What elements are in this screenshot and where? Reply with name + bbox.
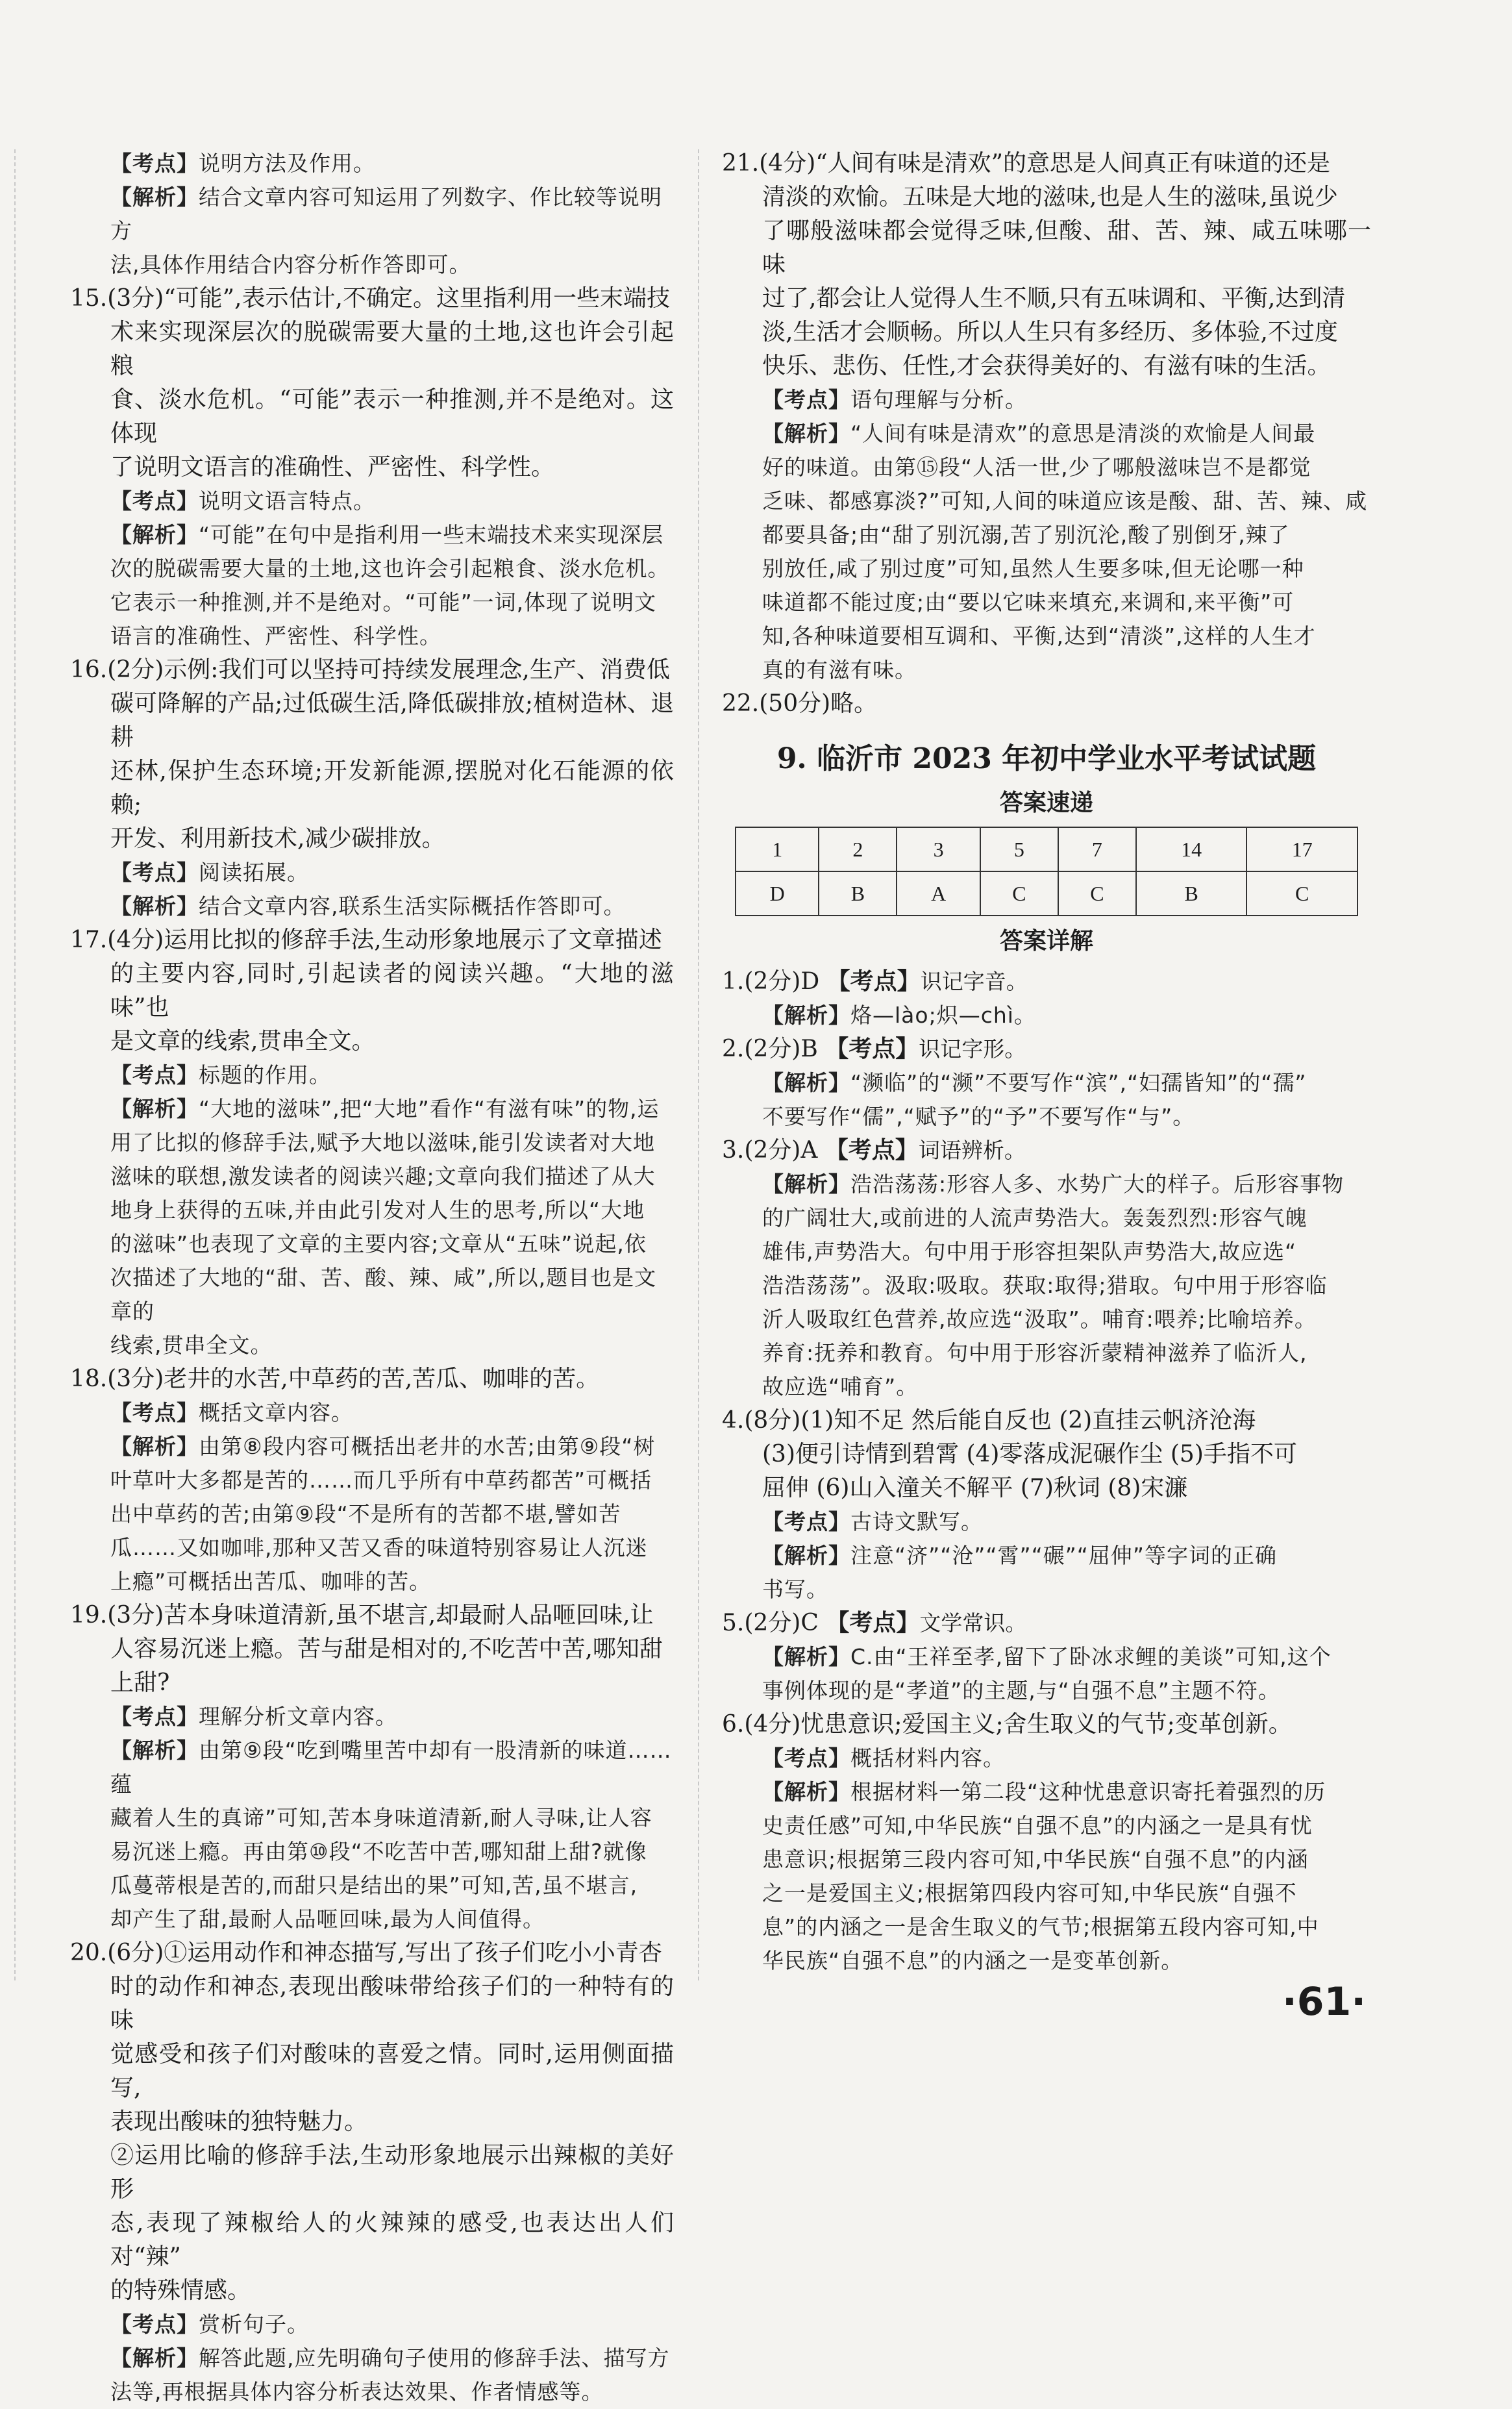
table-cell: 17 [1246, 827, 1357, 871]
answer-6: 6.(4分)忧患意识;爱国主义;舍生取义的气节;变革创新。 [722, 1711, 1292, 1738]
table-cell: A [897, 871, 980, 916]
kaodian-line: 【考点】赏析句子。 [110, 2312, 309, 2337]
table-cell: B [819, 871, 897, 916]
table-cell: C [1058, 871, 1136, 916]
answer-15: 15.(3分)“可能”,表示估计,不确定。这里指利用一些末端技 [70, 285, 670, 312]
answer-line: 开发、利用新技术,减少碳排放。 [110, 825, 445, 852]
kaodian-line: 【考点】古诗文默写。 [762, 1509, 983, 1534]
answers-heading: 答案速递 [999, 790, 1093, 816]
jiexi-line: 【解析】浩浩荡荡:形容人多、水势广大的样子。后形容事物 [762, 1171, 1345, 1197]
jiexi-line: 不要写作“儒”,“赋予”的“予”不要写作“与”。 [762, 1104, 1195, 1129]
answer-line: 上甜? [110, 1669, 170, 1696]
table-cell: 5 [980, 827, 1058, 871]
jiexi-line: 故应选“哺育”。 [762, 1374, 919, 1399]
jiexi-line: 线索,贯串全文。 [110, 1332, 273, 1358]
jiexi-line: 【解析】注意“济”“沧”“霄”“碾”“屈伸”等字词的正确 [762, 1543, 1277, 1568]
answer-table [735, 827, 1358, 916]
left-column [70, 147, 674, 2409]
jiexi-line: 患意识;根据第三段内容可知,中华民族“自强不息”的内涵 [762, 1847, 1309, 1872]
jiexi-line: 味道都不能过度;由“要以它味来填充,来调和,来平衡”可 [762, 590, 1295, 615]
answer-1: 1.(2分)D 【考点】识记字音。 [722, 968, 1028, 995]
table-cell: 2 [819, 827, 897, 871]
answer-19: 19.(3分)苦本身味道清新,虽不堪言,却最耐人品咂回味,让 [70, 1602, 654, 1629]
answer-line: 术来实现深层次的脱碳需要大量的土地,这也许会引起粮 [110, 319, 674, 379]
jiexi-line: 藏着人生的真谛”可知,苦本身味道清新,耐人寻味,让人容 [110, 1805, 652, 1830]
jiexi-line: 真的有滋有味。 [762, 657, 917, 682]
table-cell: C [980, 871, 1058, 916]
page-number: ·61· [1282, 1979, 1367, 2025]
jiexi-line: 却产生了甜,最耐人品咂回味,最为人间值得。 [110, 1906, 545, 1932]
answer-line: 屈伸 (6)山入潼关不解平 (7)秋词 (8)宋濂 [762, 1475, 1188, 1501]
jiexi-line: 息”的内涵之一是舍生取义的气节;根据第五段内容可知,中 [762, 1914, 1319, 1940]
jiexi-line: 上瘾”可概括出苦瓜、咖啡的苦。 [110, 1569, 432, 1594]
answer-21: 21.(4分)“人间有味是清欢”的意思是人间真正有味道的还是 [722, 150, 1331, 177]
kaodian-line: 【考点】概括材料内容。 [762, 1745, 1005, 1771]
jiexi-line: 都要具备;由“甜了别沉溺,苦了别沉沦,酸了别倒牙,辣了 [762, 522, 1290, 547]
answer-line: 食、淡水危机。“可能”表示一种推测,并不是绝对。这体现 [110, 386, 674, 447]
jiexi-line: 乏味、都感寡淡?”可知,人间的味道应该是酸、甜、苦、辣、咸 [762, 488, 1368, 514]
jiexi-line: 知,各种味道要相互调和、平衡,达到“清淡”,这样的人生才 [762, 623, 1316, 649]
answer-2: 2.(2分)B 【考点】识记字形。 [722, 1036, 1026, 1062]
jiexi-line: 雄伟,声势浩大。句中用于形容担架队声势浩大,故应选“ [762, 1239, 1297, 1264]
kaodian-line: 【考点】说明文语言特点。 [110, 488, 375, 514]
answer-20: 20.(6分)①运用动作和神态描写,写出了孩子们吃小小青杏 [70, 1940, 662, 1966]
answer-line: 快乐、悲伤、任性,才会获得美好的、有滋有味的生活。 [762, 353, 1331, 379]
answer-line: 碳可降解的产品;过低碳生活,降低碳排放;植树造林、退耕 [110, 690, 674, 751]
jiexi-line: 【解析】“濒临”的“濒”不要写作“滨”,“妇孺皆知”的“孺” [762, 1070, 1307, 1095]
jiexi-line: 【解析】结合文章内容可知运用了列数字、作比较等说明方 [110, 184, 662, 243]
answer-line: 了哪般滋味都会觉得乏味,但酸、甜、苦、辣、咸五味哪一味 [762, 218, 1371, 278]
table-cell: C [1246, 871, 1357, 916]
kaodian-line: 【考点】理解分析文章内容。 [110, 1704, 397, 1729]
jiexi-line: 【解析】由第⑨段“吃到嘴里苦中却有一股清新的味道……蕴 [110, 1738, 672, 1797]
jiexi-line: 【解析】结合文章内容,联系生活实际概括作答即可。 [110, 893, 626, 919]
section-title: 9. 临沂市 2023 年初中学业水平考试试题 [776, 742, 1317, 775]
jiexi-line: 它表示一种推测,并不是绝对。“可能”一词,体现了说明文 [110, 590, 657, 615]
jiexi-line: 【解析】“人间有味是清欢”的意思是清淡的欢愉是人间最 [762, 421, 1316, 446]
jiexi-line: 法等,再根据具体内容分析表达效果、作者情感等。 [110, 2379, 604, 2404]
answer-table-header-row [736, 827, 1357, 871]
kaodian-line: 【考点】概括文章内容。 [110, 1400, 353, 1425]
jiexi-line: 瓜……又如咖啡,那种又苦又香的味道特别容易让人沉迷 [110, 1535, 648, 1560]
table-cell: 3 [897, 827, 980, 871]
jiexi-line: 【解析】“大地的滋味”,把“大地”看作“有滋有味”的物,运 [110, 1096, 660, 1121]
jiexi-line: 别放任,咸了别过度”可知,虽然人生要多味,但无论哪一种 [762, 556, 1304, 581]
jiexi-line: 次描述了大地的“甜、苦、酸、辣、咸”,所以,题目也是文章的 [110, 1265, 657, 1324]
answer-line: ②运用比喻的修辞手法,生动形象地展示出辣椒的美好形 [110, 2142, 674, 2203]
jiexi-line: 【解析】解答此题,应先明确句子使用的修辞手法、描写方 [110, 2345, 670, 2371]
answer-line: 了说明文语言的准确性、严密性、科学性。 [110, 454, 555, 481]
kaodian-line: 【考点】标题的作用。 [110, 1062, 331, 1088]
jiexi-line: 【解析】C.由“王祥至孝,留下了卧冰求鲤的美谈”可知,这个 [762, 1644, 1332, 1669]
answer-4: 4.(8分)(1)知不足 然后能自反也 (2)直挂云帆济沧海 [722, 1407, 1256, 1434]
answer-line: 淡,生活才会顺畅。所以人生只有多经历、多体验,不过度 [762, 319, 1338, 345]
right-column [722, 147, 1371, 1978]
answer-line: 态,表现了辣椒给人的火辣辣的感受,也表达出人们对“辣” [110, 2210, 674, 2270]
answer-table-value-row [736, 871, 1357, 916]
jiexi-line: 养育:抚养和教育。句中用于形容沂蒙精神滋养了临沂人, [762, 1340, 1308, 1366]
jiexi-line: 史责任感”可知,中华民族“自强不息”的内涵之一是具有忧 [762, 1813, 1313, 1838]
jiexi-line: 次的脱碳需要大量的土地,这也许会引起粮食、淡水危机。 [110, 556, 670, 581]
column-divider [698, 149, 699, 1980]
jiexi-line: 法,具体作用结合内容分析作答即可。 [110, 252, 471, 277]
answer-line: (3)便引诗情到碧霄 (4)零落成泥碾作尘 (5)手指不可 [762, 1441, 1297, 1467]
jiexi-line: 沂人吸取红色营养,故应选“汲取”。哺育:喂养;比喻培养。 [762, 1306, 1317, 1332]
answer-17: 17.(4分)运用比拟的修辞手法,生动形象地展示了文章描述 [70, 927, 662, 953]
jiexi-line: 华民族“自强不息”的内涵之一是变革创新。 [762, 1948, 1184, 1973]
jiexi-line: 用了比拟的修辞手法,赋予大地以滋味,能引发读者对大地 [110, 1130, 655, 1155]
table-cell: 7 [1058, 827, 1136, 871]
table-cell: B [1136, 871, 1247, 916]
answer-line: 表现出酸味的独特魅力。 [110, 2108, 368, 2135]
jiexi-line: 出中草药的苦;由第⑨段“不是所有的苦都不堪,譬如苦 [110, 1501, 621, 1527]
jiexi-line: 【解析】“可能”在句中是指利用一些末端技术来实现深层 [110, 522, 664, 547]
jiexi-line: 书写。 [762, 1577, 828, 1602]
jiexi-line: 浩浩荡荡”。汲取:吸取。获取:取得;猎取。句中用于形容临 [762, 1273, 1328, 1298]
answer-line: 还林,保护生态环境;开发新能源,摆脱对化石能源的依赖; [110, 758, 674, 818]
jiexi-line: 叶草叶大多都是苦的……而几乎所有中草药都苦”可概括 [110, 1467, 652, 1493]
answer-line: 清淡的欢愉。五味是大地的滋味,也是人生的滋味,虽说少 [762, 184, 1338, 210]
answer-16: 16.(2分)示例:我们可以坚持可持续发展理念,生产、消费低 [70, 656, 670, 683]
answer-22: 22.(50分)略。 [722, 690, 878, 717]
answer-5: 5.(2分)C 【考点】文学常识。 [722, 1610, 1027, 1636]
jiexi-line: 地身上获得的五味,并由此引发对人生的思考,所以“大地 [110, 1197, 645, 1223]
jiexi-line: 的滋味”也表现了文章的主要内容;文章从“五味”说起,依 [110, 1231, 647, 1256]
kaodian-line: 【考点】阅读拓展。 [110, 860, 309, 885]
jiexi-line: 好的味道。由第⑮段“人活一世,少了哪般滋味岂不是都觉 [762, 455, 1311, 480]
answer-line: 的主要内容,同时,引起读者的阅读兴趣。“大地的滋味”也 [110, 960, 674, 1021]
left-margin-rule [14, 149, 16, 1980]
answer-line: 的特殊情感。 [110, 2277, 251, 2304]
jiexi-line: 之一是爱国主义;根据第四段内容可知,中华民族“自强不 [762, 1880, 1297, 1906]
table-cell: 1 [736, 827, 819, 871]
jiexi-line: 【解析】烙—lào;炽—chì。 [762, 1003, 1036, 1028]
jiexi-line: 事例体现的是“孝道”的主题,与“自强不息”主题不符。 [762, 1678, 1280, 1703]
answer-line: 过了,都会让人觉得人生不顺,只有五味调和、平衡,达到清 [762, 285, 1346, 312]
kaodian-line: 【考点】说明方法及作用。 [110, 151, 375, 176]
answer-3: 3.(2分)A 【考点】词语辨析。 [722, 1137, 1026, 1164]
answer-line: 时的动作和神态,表现出酸味带给孩子们的一种特有的味 [110, 1973, 674, 2034]
jiexi-line: 滋味的联想,激发读者的阅读兴趣;文章向我们描述了从大 [110, 1164, 656, 1189]
table-cell: 14 [1136, 827, 1247, 871]
details-heading: 答案详解 [999, 928, 1093, 955]
jiexi-line: 瓜蔓蒂根是苦的,而甜只是结出的果”可知,苦,虽不堪言, [110, 1873, 638, 1898]
jiexi-line: 【解析】由第⑧段内容可概括出老井的水苦;由第⑨段“树 [110, 1434, 656, 1459]
table-cell: D [736, 871, 819, 916]
jiexi-line: 【解析】根据材料一第二段“这种忧患意识寄托着强烈的历 [762, 1779, 1326, 1804]
answer-line: 人容易沉迷上瘾。苦与甜是相对的,不吃苦中苦,哪知甜 [110, 1636, 663, 1662]
kaodian-line: 【考点】语句理解与分析。 [762, 387, 1027, 412]
jiexi-line: 易沉迷上瘾。再由第⑩段“不吃苦中苦,哪知甜上甜?就像 [110, 1839, 647, 1864]
jiexi-line: 语言的准确性、严密性、科学性。 [110, 623, 441, 649]
jiexi-line: 的广阔壮大,或前进的人流声势浩大。轰轰烈烈:形容气魄 [762, 1205, 1308, 1230]
answer-line: 觉感受和孩子们对酸味的喜爱之情。同时,运用侧面描写, [110, 2041, 674, 2101]
answer-18: 18.(3分)老井的水苦,中草药的苦,苦瓜、咖啡的苦。 [70, 1366, 600, 1392]
answer-line: 是文章的线索,贯串全文。 [110, 1028, 375, 1055]
